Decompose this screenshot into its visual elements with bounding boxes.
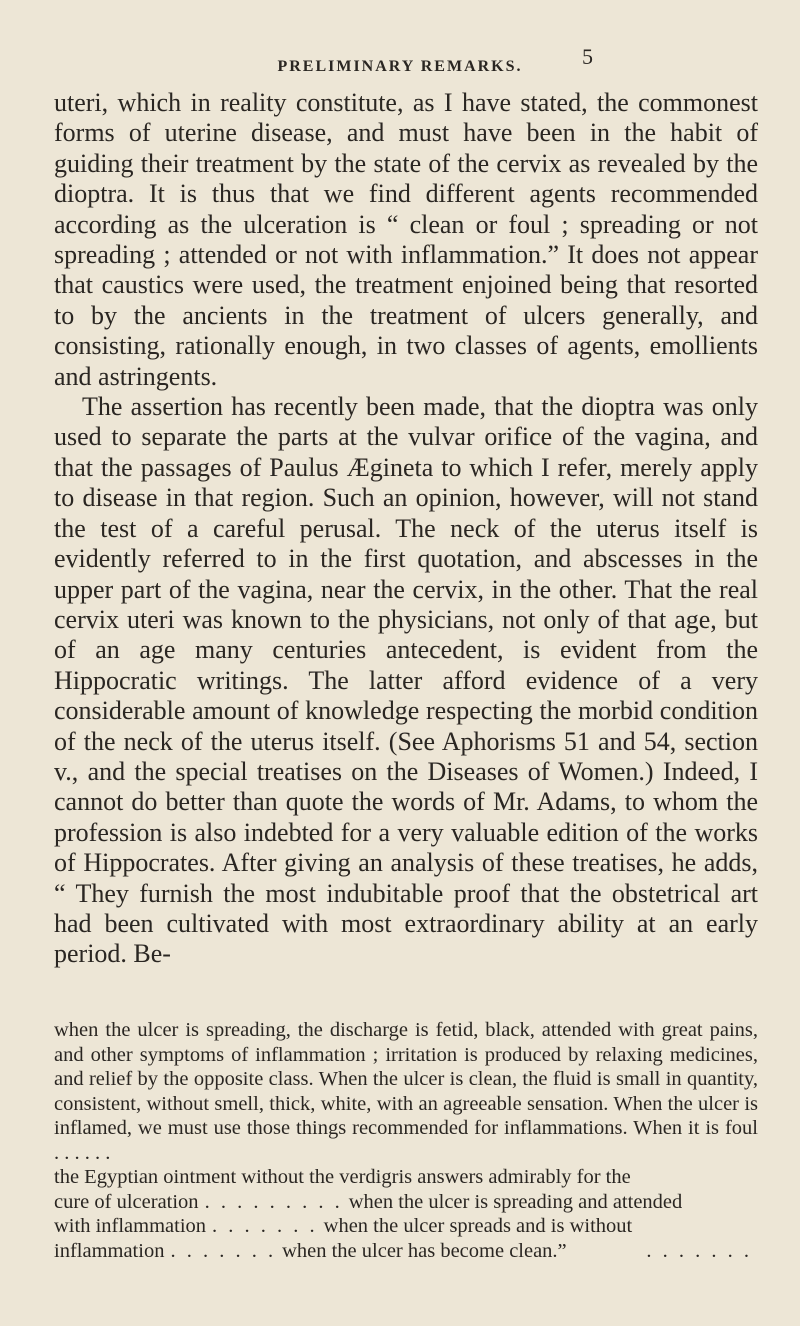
footnote-leader-dots: . . . . . . .: [212, 1215, 318, 1237]
footnote-line-egyptian: the Egyptian ointment without the verdigris answers admirably for the: [54, 1166, 631, 1188]
footnote-leader-dots: . . . . . . . . .: [204, 1190, 343, 1213]
running-head: PRELIMINARY REMARKS.: [277, 58, 523, 75]
footnote-row-right: when the ulcer has become clean.”: [282, 1239, 567, 1262]
footnote-row-inflammation: [54, 1214, 758, 1239]
footnote-text: [54, 1018, 758, 1165]
footnote-row-right: when the ulcer is spreading and attended: [348, 1190, 683, 1213]
footnote-text-body: when the ulcer is spreading, the discharge is fetid, black, attended with great pains, and other symptoms of inflammation ; irritation is produced by relaxing medicines, and relief by the opposite class. When the ulcer is clean, the fluid is small in quantity, consistent, without smell, thick, white, with an agreeable sensation. When the ulcer is inflamed, we must use those things recommended for inflammations. When it is foul: [54, 1019, 758, 1139]
footnote-row-ulceration: [54, 1190, 758, 1215]
footnote-row-left: with inflammation: [54, 1215, 207, 1237]
footnote-trailing-dots: . . . . . . .: [646, 1239, 752, 1262]
footnote-leader-dots: . . . . . . .: [170, 1239, 277, 1262]
paragraph-continued: uteri, which in reality constitute, as I have stated, the commonest forms of uterine disease, and must have been in the habit of guiding their treatment by the state of the cervix as revealed by the dioptra. It is thus that we find different agents recommended according as the ulceration is “ clean or foul ; spreading or not spreading ; attended or not with inflammation.” It does not appear that caustics were used, the treatment enjoined being that resorted to by the ancients in the treatment of ulcers generally, and consisting, rationally enough, in two classes of agents, emollients and astringents.: [54, 88, 758, 391]
footnote-row-right: when the ulcer spreads and is without: [323, 1215, 633, 1237]
footnote-row-clean: [54, 1239, 758, 1264]
footnote-row-left: cure of ulceration: [54, 1190, 199, 1213]
paragraph-dioptra-assertion: The assertion has recently been made, that the dioptra was only used to separate the parts at the vulvar orifice of the vagina, and that the passages of Paulus Ægineta to which I refer, merely apply to disease in that region. Such an opinion, however, will not stand the test of a careful perusal. The neck of the uterus itself is evidently referred to in the first quotation, and abscesses in the upper part of the vagina, near the cervix, in the other. That the real cervix uteri was known to the physicians, not only of that age, but of an age many centuries antecedent, is evident from the Hippocratic writings. The latter afford evidence of a very considerable amount of knowledge respecting the morbid condition of the neck of the uterus itself. (See Aphorisms 51 and 54, section v., and the special treatises on the Diseases of Women.) Indeed, I cannot do better than quote the words of Mr. Adams, to whom the profession is also indebted for a very valuable edition of the works of Hippocrates. After giving an analysis of these treatises, he adds, “ They furnish the most indubitable proof that the obstetrical art had been cultivated with most extraordinary ability at an early period. Be-: [54, 392, 758, 969]
footnote-row-left: inflammation: [54, 1239, 165, 1262]
footnote-leader-dots: . . . . . .: [54, 1141, 111, 1164]
main-text: [54, 88, 758, 970]
page-number: 5: [582, 44, 593, 69]
footnote: [54, 1018, 758, 1263]
